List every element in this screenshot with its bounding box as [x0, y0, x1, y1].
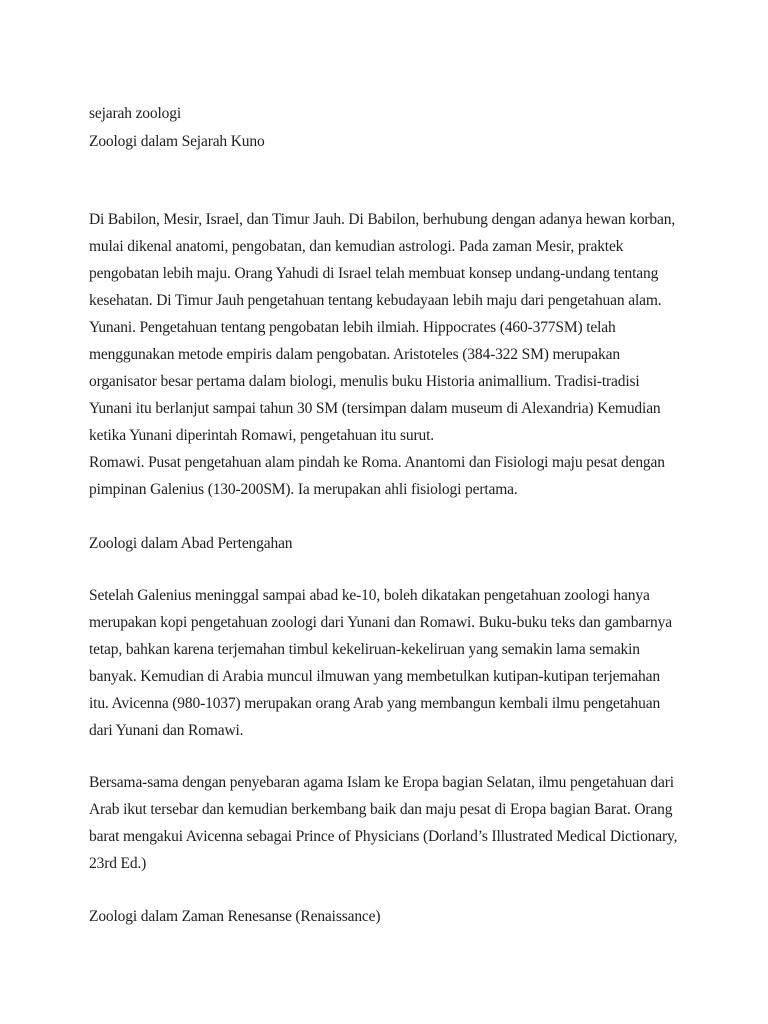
section-heading-ancient-history: Zoologi dalam Sejarah Kuno — [89, 133, 265, 150]
paragraph-line: 23rd Ed.) — [89, 855, 147, 872]
paragraph-line: Yunani. Pengetahuan tentang pengobatan lebih ilmiah. Hippocrates (460-377SM) telah — [89, 319, 616, 336]
paragraph-line: mulai dikenal anatomi, pengobatan, dan kemudian astrologi. Pada zaman Mesir, praktek — [89, 238, 624, 255]
paragraph-line: Yunani itu berlanjut sampai tahun 30 SM (tersimpan dalam museum di Alexandria) Kemudian — [89, 400, 661, 417]
section-heading-middle-ages: Zoologi dalam Abad Pertengahan — [89, 535, 293, 552]
paragraph-line: kesehatan. Di Timur Jauh pengetahuan tentang kebudayaan lebih maju dari pengetahuan alam. — [89, 292, 662, 309]
paragraph-line: Romawi. Pusat pengetahuan alam pindah ke Roma. Anantomi dan Fisiologi maju pesat dengan — [89, 454, 665, 471]
paragraph-line: pimpinan Galenius (130-200SM). Ia merupakan ahli fisiologi pertama. — [89, 481, 518, 498]
document-title: sejarah zoologi — [89, 105, 182, 122]
paragraph-line: dari Yunani dan Romawi. — [89, 722, 244, 739]
paragraph-line: Bersama-sama dengan penyebaran agama Islam ke Eropa bagian Selatan, ilmu pengetahuan dari — [89, 774, 674, 791]
paragraph-line: merupakan kopi pengetahuan zoologi dari Yunani dan Romawi. Buku-buku teks dan gambarnya — [89, 614, 672, 631]
paragraph-line: banyak. Kemudian di Arabia muncul ilmuwan yang membetulkan kutipan-kutipan terjemahan — [89, 668, 660, 685]
paragraph-line: menggunakan metode empiris dalam pengobatan. Aristoteles (384-322 SM) merupakan — [89, 346, 620, 363]
paragraph-line: barat mengakui Avicenna sebagai Prince of Physicians (Dorland’s Illustrated Medical Dictionary, — [89, 828, 678, 845]
paragraph-line: organisator besar pertama dalam biologi, menulis buku Historia animallium. Tradisi-tradisi — [89, 373, 640, 390]
paragraph-line: ketika Yunani diperintah Romawi, pengetahuan itu surut. — [89, 427, 435, 444]
paragraph-line: Arab ikut tersebar dan kemudian berkembang baik dan maju pesat di Eropa bagian Barat. Orang — [89, 801, 673, 818]
section-heading-renaissance: Zoologi dalam Zaman Renesanse (Renaissance) — [89, 908, 381, 925]
paragraph-line: Setelah Galenius meninggal sampai abad ke-10, boleh dikatakan pengetahuan zoologi hanya — [89, 587, 650, 604]
paragraph-line: itu. Avicenna (980-1037) merupakan orang Arab yang membangun kembali ilmu pengetahuan — [89, 695, 661, 712]
paragraph-line: pengobatan lebih maju. Orang Yahudi di Israel telah membuat konsep undang-undang tentang — [89, 265, 659, 282]
paragraph-line: Di Babilon, Mesir, Israel, dan Timur Jauh. Di Babilon, berhubung dengan adanya hewan korban, — [89, 211, 676, 228]
paragraph-line: tetap, bahkan karena terjemahan timbul kekeliruan-kekeliruan yang semakin lama semakin — [89, 641, 640, 658]
